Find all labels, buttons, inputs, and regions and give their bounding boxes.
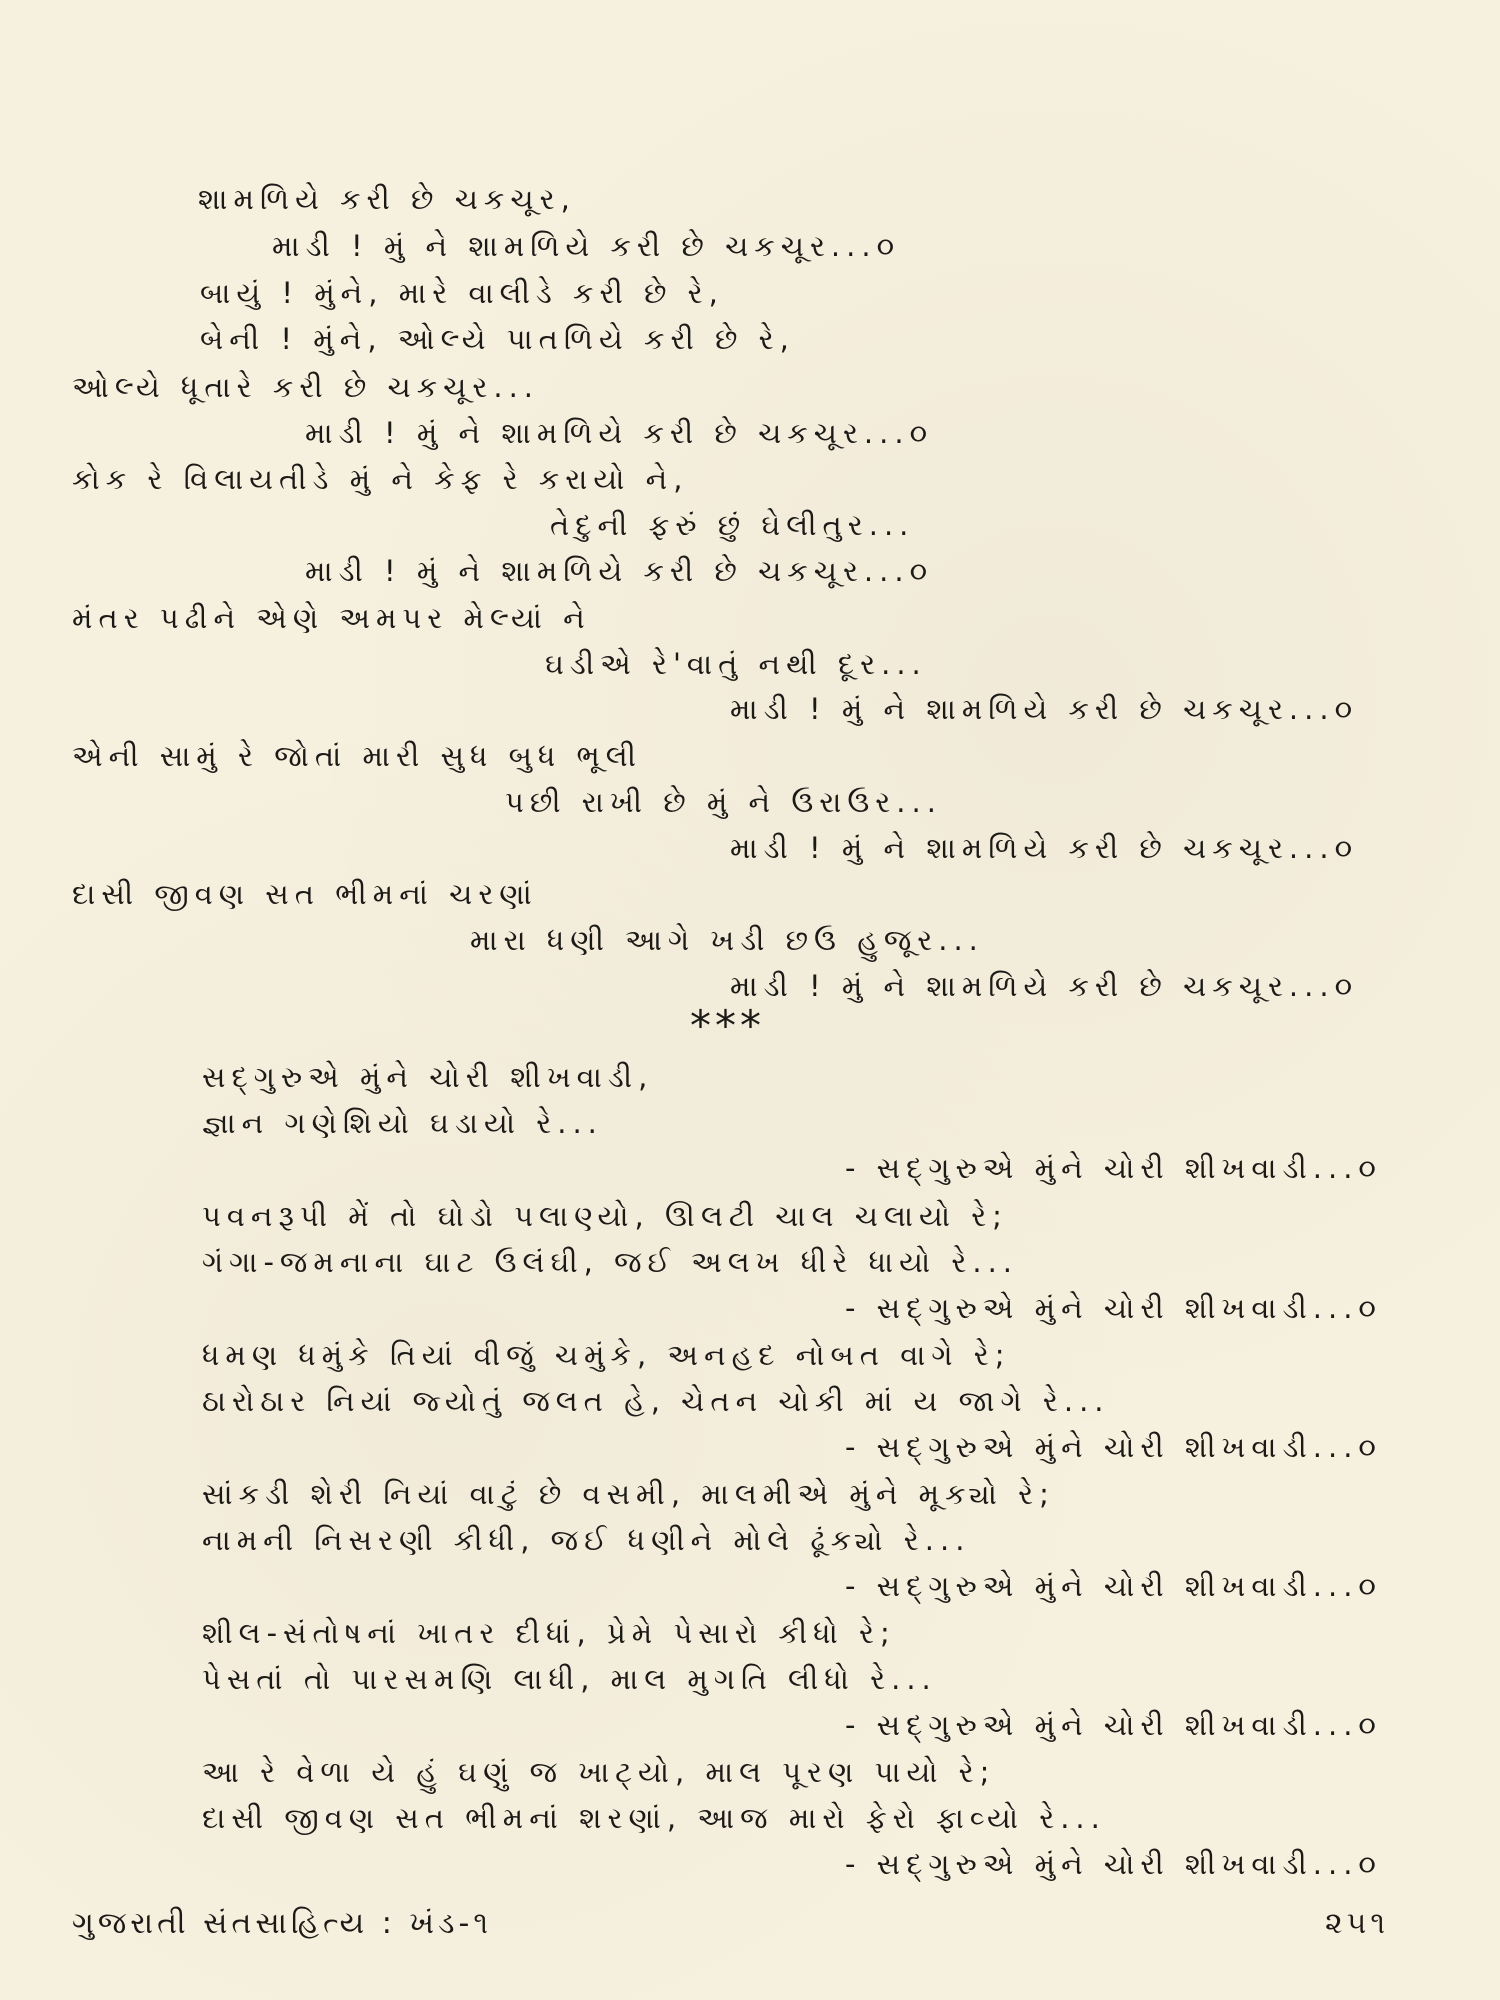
poem2-line-16: આ રે વેળા યે હું ઘણું જ ખાટ્યો, માલ પૂરણ પાયો રે;: [202, 1755, 996, 1789]
poem1-line-1: શામળિયે કરી છે ચકચૂર,: [198, 182, 576, 216]
poem1-line-18: માડી ! મું ને શામળિયે કરી છે ચકચૂર...૦: [730, 969, 1359, 1003]
poem2-line-18: - સદ્‌ગુરુએ મુંને ચોરી શીખવાડી...૦: [845, 1847, 1382, 1881]
poem2-line-15: - સદ્‌ગુરુએ મુંને ચોરી શીખવાડી...૦: [845, 1708, 1382, 1742]
poem2-line-2: જ્ઞાન ગણેશિયો ઘડાયો રે...: [202, 1106, 603, 1140]
poem1-line-9: માડી ! મું ને શામળિયે કરી છે ચકચૂર...૦: [305, 554, 934, 588]
poem1-line-7: કોક રે વિલાયતીડે મું ને કેફ રે કરાયો ને,: [72, 462, 689, 496]
page-number: ૨૫૧: [1325, 1906, 1390, 1941]
poem2-line-14: પેસતાં તો પારસમણિ લાધી, માલ મુગતિ લીધો રે...: [202, 1662, 937, 1696]
poem1-line-3: બાયું ! મુંને, મારે વાલીડે કરી છે રે,: [200, 276, 724, 310]
poem1-line-12: માડી ! મું ને શામળિયે કરી છે ચકચૂર...૦: [730, 692, 1359, 726]
poem2-line-5: ગંગા-જમનાના ઘાટ ઉલંઘી, જઈ અલખ ધીરે ધાયો રે...: [202, 1245, 1019, 1279]
poem2-line-17: દાસી જીવણ સત ભીમનાં શરણાં, આજ મારો ફેરો ફાવ્યો રે...: [202, 1801, 1106, 1835]
poem1-line-5: ઓલ્યે ધૂતારે કરી છે ચકચૂર...: [72, 370, 540, 404]
poem1-line-17: મારા ધણી આગે ખડી છઉ હુજૂર...: [470, 923, 984, 957]
poem1-line-8: તેદુની ફરું છું ઘેલીતુર...: [550, 508, 915, 542]
poem1-line-14: પછી રાખી છે મું ને ઉરાઉર...: [505, 785, 942, 819]
poem2-line-9: - સદ્‌ગુરુએ મુંને ચોરી શીખવાડી...૦: [845, 1430, 1382, 1464]
poem1-line-4: બેની ! મુંને, ઓલ્યે પાતળિયે કરી છે રે,: [200, 322, 795, 356]
book-title: ગુજરાતી સંતસાહિત્ય : ખંડ-૧: [72, 1906, 493, 1941]
poem1-line-6: માડી ! મું ને શામળિયે કરી છે ચકચૂર...૦: [305, 416, 934, 450]
poem2-line-4: પવનરૂપી મેં તો ઘોડો પલાણ્યો, ઊલટી ચાલ ચલાયો રે;: [202, 1199, 1008, 1233]
poem1-line-11: ઘડીએ રે'વાતું નથી દૂર...: [545, 647, 927, 681]
poem2-line-8: ઠારોઠાર નિયાં જ્યોતું જલત હે, ચેતન ચોકી માં ય જાગે રે...: [202, 1384, 1110, 1418]
poem1-line-2: માડી ! મું ને શામળિયે કરી છે ચકચૂર...૦: [272, 229, 901, 263]
poem2-line-6: - સદ્‌ગુરુએ મુંને ચોરી શીખવાડી...૦: [845, 1291, 1382, 1325]
poem2-line-10: સાંકડી શેરી નિયાં વાટું છે વસમી, માલમીએ મુંને મૂક્યો રે;: [202, 1477, 1055, 1511]
poem2-line-11: નામની નિસરણી કીધી, જઈ ધણીને મોલે ઢૂંક્યો રે...: [202, 1523, 971, 1557]
section-separator: ***: [690, 1001, 765, 1050]
poem2-line-12: - સદ્‌ગુરુએ મુંને ચોરી શીખવાડી...૦: [845, 1569, 1382, 1603]
poem2-line-3: - સદ્‌ગુરુએ મુંને ચોરી શીખવાડી...૦: [845, 1151, 1382, 1185]
poem1-line-10: મંતર પઢીને એણે અમપર મેલ્યાં ને: [72, 601, 591, 635]
poem2-line-13: શીલ-સંતોષનાં ખાતર દીધાં, પ્રેમે પેસારો કીધો રે;: [202, 1616, 896, 1650]
poem1-line-16: દાસી જીવણ સત ભીમનાં ચરણાં: [72, 877, 538, 911]
poem2-line-1: સદ્‌ગુરુએ મુંને ચોરી શીખવાડી,: [202, 1060, 654, 1094]
poem2-line-7: ધમણ ધમુંકે તિયાં વીજું ચમુંકે, અનહદ નોબત વાગે રે;: [202, 1338, 1011, 1372]
poem1-line-13: એની સામું રે જોતાં મારી સુધ બુધ ભૂલી: [72, 739, 642, 773]
poem1-line-15: માડી ! મું ને શામળિયે કરી છે ચકચૂર...૦: [730, 831, 1359, 865]
